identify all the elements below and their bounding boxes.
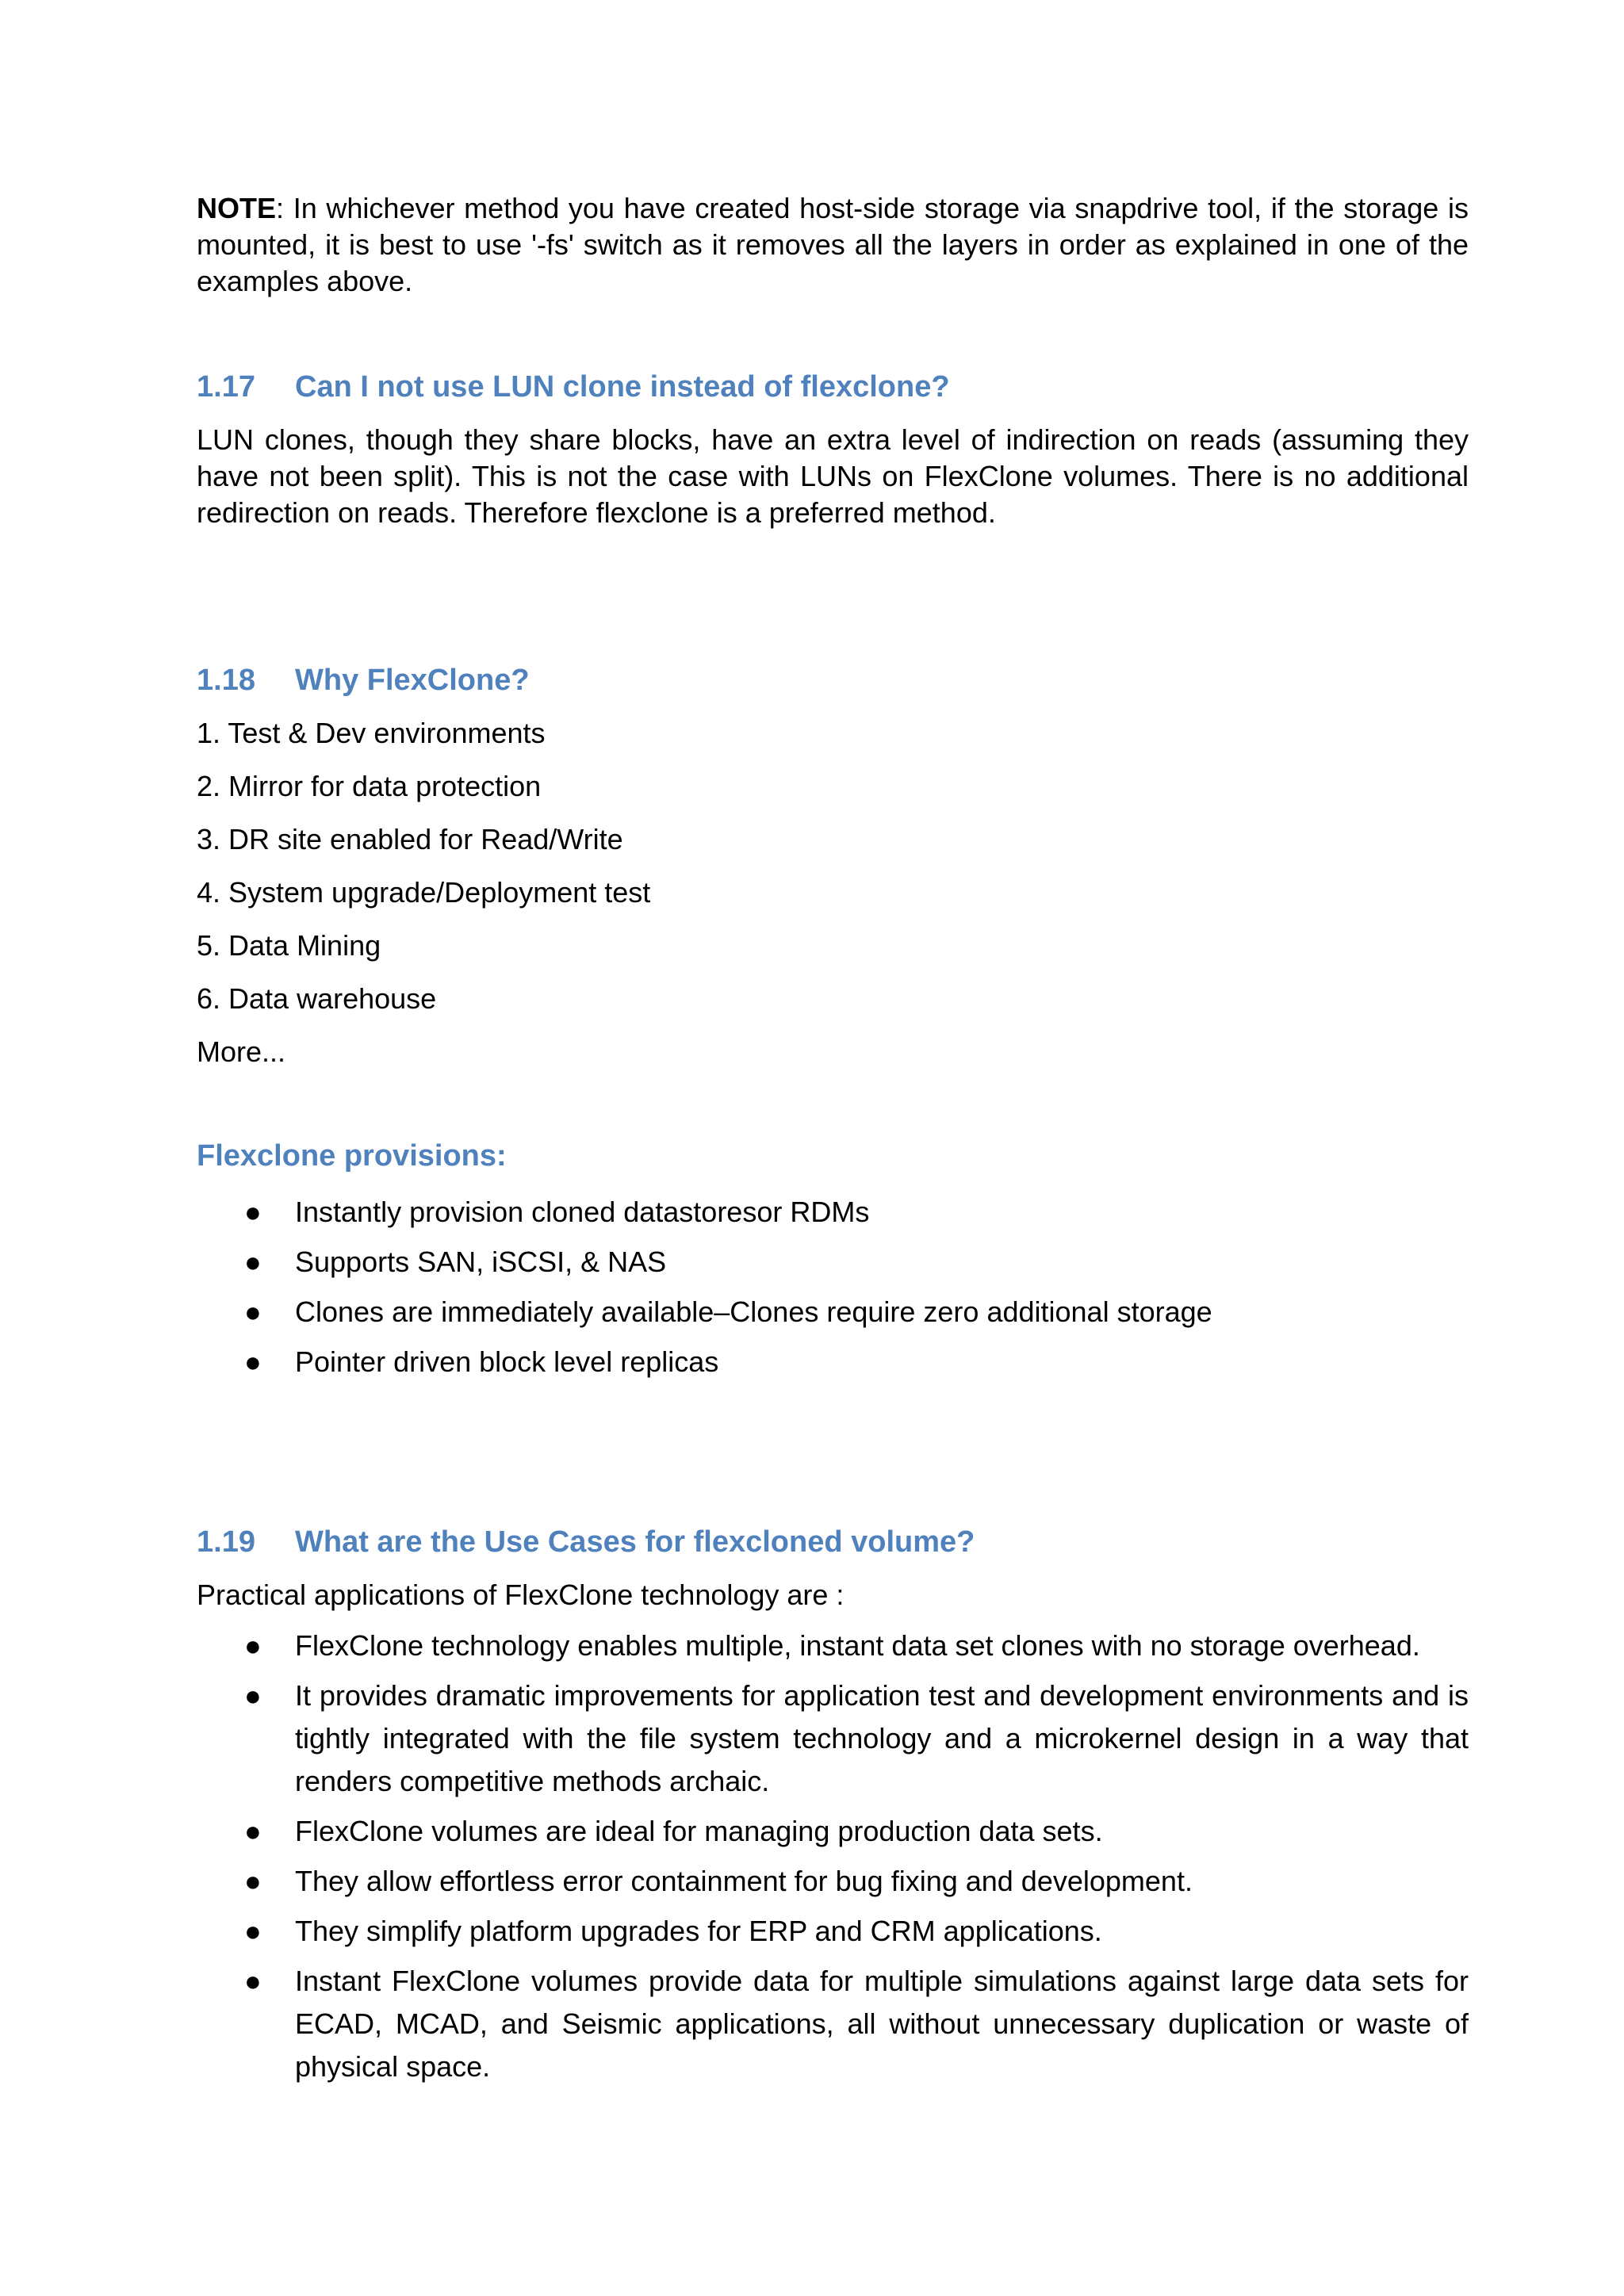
list-item-text: Instantly provision cloned datastoresor RDMs — [295, 1196, 870, 1228]
list-item — [197, 1860, 1469, 1903]
provisions-list — [197, 1191, 1469, 1383]
list-item — [197, 1910, 1469, 1953]
list-item: 1. Test & Dev environments — [197, 717, 546, 749]
list-item: More... — [197, 1035, 286, 1068]
bullet-icon: ● — [244, 1679, 262, 1712]
list-item: 6. Data warehouse — [197, 982, 437, 1015]
list-item: 3. DR site enabled for Read/Write — [197, 823, 623, 855]
bullet-icon: ● — [244, 1345, 262, 1378]
list-item — [197, 1191, 1469, 1234]
bullet-icon: ● — [244, 1965, 262, 1997]
section-1-17-body: LUN clones, though they share blocks, have an extra level of indirection on reads (assuming they have not been split). This is not the case with LUNs on FlexClone volumes. There is no additional redirection on reads. Therefore flexclone is a preferred method. — [197, 423, 1469, 529]
list-item-text: Clones are immediately available–Clones require zero additional storage — [295, 1295, 1212, 1328]
section-1-19-intro: Practical applications of FlexClone technology are : — [197, 1578, 845, 1611]
list-item-text: Instant FlexClone volumes provide data for multiple simulations against large data sets for ECAD, MCAD, and Seismic applications, all without unnecessary duplication or waste of physical space. — [295, 1965, 1469, 2083]
list-item: 5. Data Mining — [197, 929, 381, 962]
section-title: Why FlexClone? — [295, 664, 530, 697]
use-cases-list — [197, 1624, 1469, 2088]
list-item-text: They allow effortless error containment for bug fixing and development. — [295, 1865, 1193, 1897]
why-flexclone-list — [197, 715, 1469, 1070]
section-number: 1.19 — [197, 1525, 255, 1559]
bullet-icon: ● — [244, 1295, 262, 1328]
list-item — [197, 1674, 1469, 1803]
section-title: What are the Use Cases for flexcloned volume? — [295, 1525, 975, 1559]
list-item — [197, 1960, 1469, 2088]
list-item — [197, 1291, 1469, 1334]
bullet-icon: ● — [244, 1246, 262, 1278]
bullet-icon: ● — [244, 1915, 262, 1947]
list-item-text: Supports SAN, iSCSI, & NAS — [295, 1246, 667, 1278]
list-item — [197, 1341, 1469, 1383]
bullet-icon: ● — [244, 1629, 262, 1662]
list-item — [197, 1810, 1469, 1853]
bullet-icon: ● — [244, 1196, 262, 1228]
list-item-text: FlexClone technology enables multiple, instant data set clones with no storage overhead. — [295, 1629, 1420, 1662]
list-item: 4. System upgrade/Deployment test — [197, 876, 651, 909]
list-item-text: Pointer driven block level replicas — [295, 1345, 719, 1378]
note-label: NOTE — [197, 192, 277, 224]
list-item-text: They simplify platform upgrades for ERP and CRM applications. — [295, 1915, 1102, 1947]
section-heading-1-17 — [197, 368, 1469, 406]
list-item: 2. Mirror for data protection — [197, 770, 542, 802]
section-title: Can I not use LUN clone instead of flexclone? — [295, 370, 950, 404]
note-paragraph — [197, 190, 1469, 300]
list-item-text: FlexClone volumes are ideal for managing production data sets. — [295, 1815, 1103, 1847]
list-item — [197, 1624, 1469, 1667]
bullet-icon: ● — [244, 1865, 262, 1897]
section-number: 1.17 — [197, 370, 255, 404]
document-page — [197, 190, 1469, 2095]
list-item — [197, 1241, 1469, 1284]
section-heading-1-19 — [197, 1523, 1469, 1561]
section-number: 1.18 — [197, 664, 255, 697]
list-item-text: It provides dramatic improvements for application test and development environments and is tightly integrated with the file system technology and a microkernel design in a way that renders competitive methods archaic. — [295, 1679, 1469, 1797]
note-text: : In whichever method you have created host-side storage via snapdrive tool, if the storage is mounted, it is best to use '-fs' switch as it removes all the layers in order as explained in one of the examples above. — [197, 192, 1469, 297]
section-heading-1-18 — [197, 661, 1469, 699]
bullet-icon: ● — [244, 1815, 262, 1847]
provisions-heading: Flexclone provisions: — [197, 1139, 507, 1173]
